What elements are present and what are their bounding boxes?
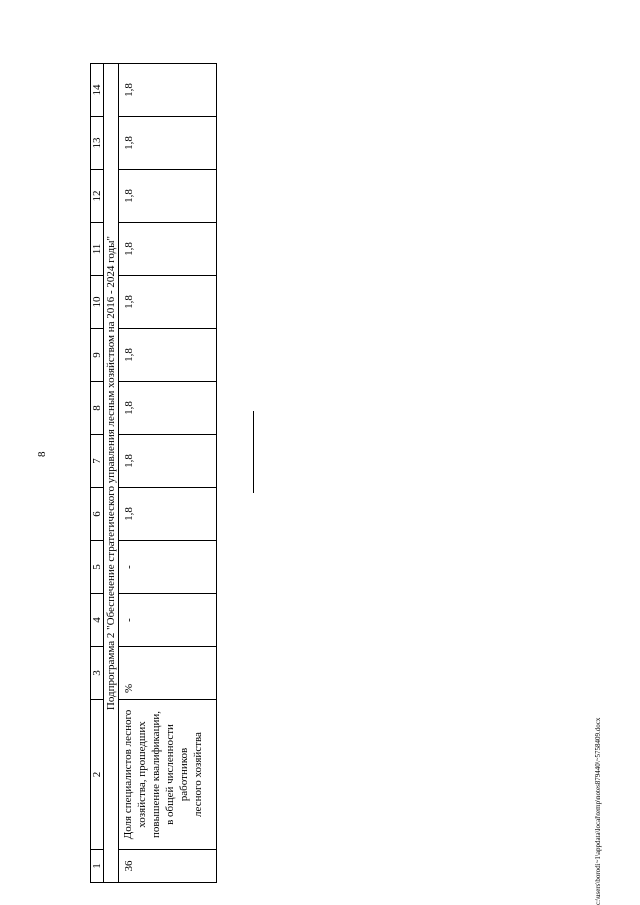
value-cell: 1,8	[119, 435, 217, 488]
value-cell: 1,8	[119, 329, 217, 382]
column-number-row	[91, 64, 104, 883]
column-number: 5	[91, 541, 104, 594]
indicator-description	[119, 700, 217, 850]
value-cell: -	[119, 541, 217, 594]
description-line: в общей численности	[164, 724, 176, 825]
row-number: 36	[119, 850, 217, 883]
subprogram-title: Подпрограмма 2 "Обеспечение стратегического управления лесным хозяйством на 2016 - 2024 годы"	[104, 64, 119, 883]
description-line: работников	[178, 747, 190, 802]
column-number: 9	[91, 329, 104, 382]
page-number: 8	[36, 451, 48, 457]
footer-file-path: c:\users\borodi~1\appdata\local\temp\notes879440\~5758409.docx	[594, 717, 602, 905]
column-number: 11	[91, 223, 104, 276]
indicators-table	[90, 63, 217, 883]
value-cell: 1,8	[119, 170, 217, 223]
value-cell: 1,8	[119, 117, 217, 170]
value-cell: 1,8	[119, 64, 217, 117]
description-line: повышение квалификации,	[150, 711, 162, 838]
value-cell: 1,8	[119, 223, 217, 276]
table-row	[119, 64, 217, 883]
column-number: 4	[91, 594, 104, 647]
description-line: Доля специалистов лесного	[122, 709, 134, 840]
column-number: 1	[91, 850, 104, 883]
value-cell: 1,8	[119, 276, 217, 329]
column-number: 3	[91, 647, 104, 700]
value-cell: 1,8	[119, 382, 217, 435]
description-line: лесного хозяйства	[192, 732, 204, 817]
subprogram-row	[104, 64, 119, 883]
unit-cell: %	[119, 647, 217, 700]
value-cell: 1,8	[119, 488, 217, 541]
value-cell: -	[119, 594, 217, 647]
column-number: 8	[91, 382, 104, 435]
column-number: 7	[91, 435, 104, 488]
column-number: 13	[91, 117, 104, 170]
column-number: 10	[91, 276, 104, 329]
column-number: 6	[91, 488, 104, 541]
column-number: 2	[91, 700, 104, 850]
column-number: 14	[91, 64, 104, 117]
separator-line	[253, 411, 254, 493]
column-number: 12	[91, 170, 104, 223]
description-line: хозяйства, прошедших	[136, 721, 148, 828]
